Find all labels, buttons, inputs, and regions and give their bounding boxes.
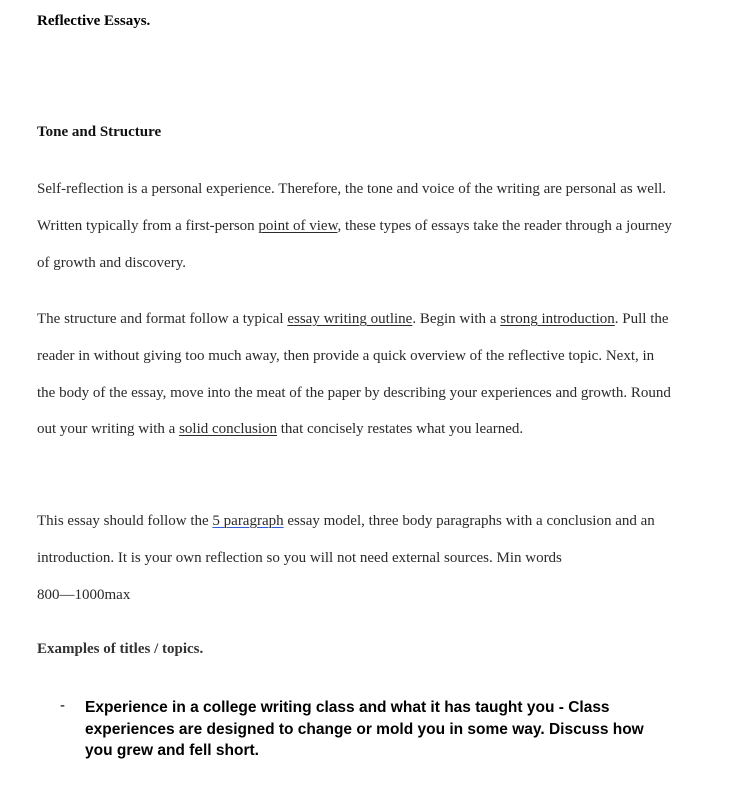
section-heading-tone-structure: Tone and Structure bbox=[37, 124, 162, 140]
point-of-view-link[interactable]: point of view bbox=[258, 217, 338, 234]
examples-heading: Examples of titles / topics. bbox=[37, 641, 204, 657]
paragraph2-text-b: . Begin with a bbox=[412, 311, 501, 327]
spellcheck-flagged-word: 5 paragraph bbox=[212, 513, 284, 529]
bullet-text: Experience in a college writing class and what it has taught you - Class experiences are designed to change or mold you in some way. Discuss how you grew and fell short. bbox=[85, 699, 644, 759]
essay-writing-outline-link[interactable]: essay writing outline bbox=[287, 311, 413, 327]
solid-conclusion-link[interactable]: solid conclusion bbox=[179, 421, 277, 438]
document-title: Reflective Essays. bbox=[37, 13, 151, 29]
strong-introduction-link[interactable]: strong introduction bbox=[500, 311, 615, 327]
paragraph2-text-c: . Pull the reader in without giving too much away, then provide a quick overview of the reflective topic. Next, in the body of the essay, move into the meat of the paper by describing your experiences and growth. Round out your writing with a bbox=[37, 311, 671, 438]
paragraph2-text-a: The structure and format follow a typical bbox=[37, 311, 288, 327]
paragraph1-text-b: , these types of essays take the reader through a journey of growth and discovery. bbox=[37, 217, 672, 271]
paragraph3-text-b: essay model, three body paragraphs with a conclusion and an introduction. It is your own reflection so you will not need external sources. Min words bbox=[37, 513, 655, 566]
paragraph1-text-a: Self-reflection is a personal experience. Therefore, the tone and voice of the writing are personal as well. Written typically from a first-person bbox=[37, 181, 667, 234]
paragraph3-text-a: This essay should follow the bbox=[37, 513, 213, 529]
bullet-dash-marker: - bbox=[60, 697, 65, 714]
paragraph-essay-model bbox=[37, 503, 672, 613]
paragraph3-text-c: 800—1000max bbox=[37, 586, 131, 603]
paragraph-structure-format bbox=[37, 301, 672, 448]
paragraph-self-reflection bbox=[37, 171, 672, 281]
paragraph2-text-d: that concisely restates what you learned. bbox=[277, 421, 524, 438]
